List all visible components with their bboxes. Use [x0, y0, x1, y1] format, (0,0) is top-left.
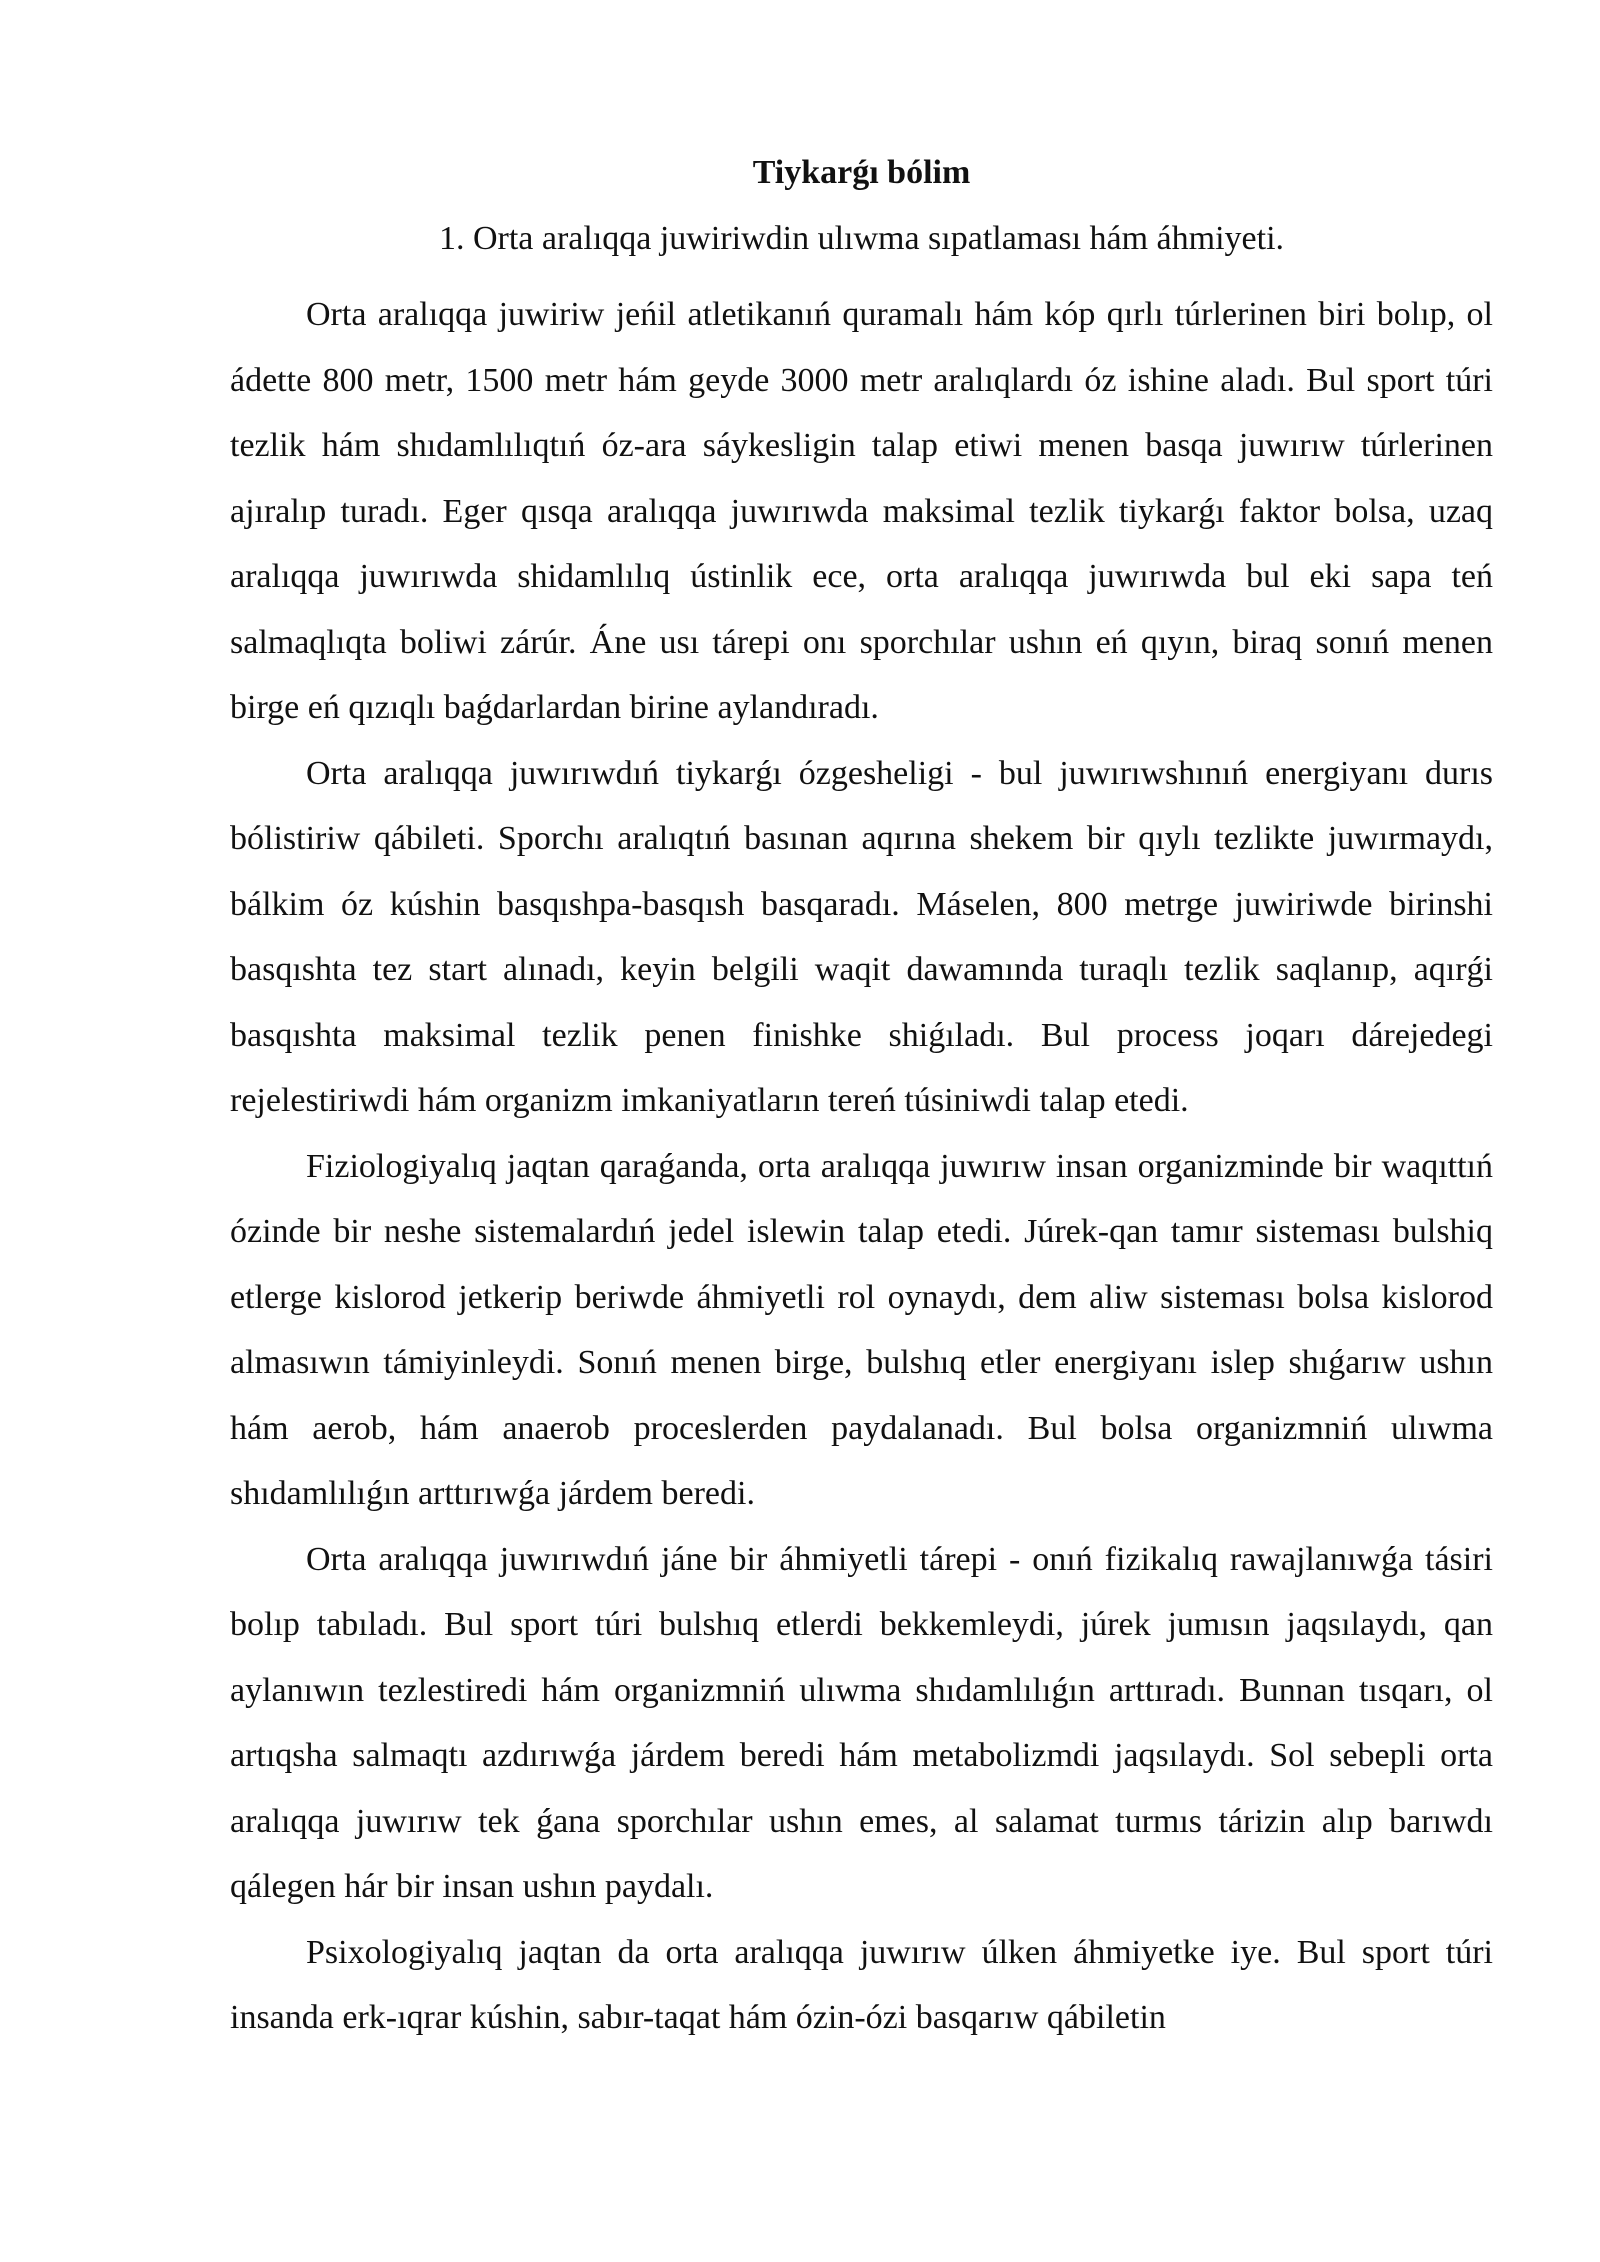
page-content	[230, 150, 1493, 2051]
section-subtitle: 1. Orta aralıqqa juwiriwdin ulıwma sıpatlaması hám áhmiyeti.	[438, 220, 1285, 257]
paragraph: Orta aralıqqa juwiriw jeńil atletikanıń quramalı hám kóp qırlı túrlerinen biri bolıp, ol ádette 800 metr, 1500 metr hám geyde 3000 metr aralıqlardı óz ishine aladı. Bul sport túri tezlik hám shıdamlılıqtıń óz-ara sáykesligin talap etiwi menen basqa juwırıw túrlerinen ajıralıp turadı. Eger qısqa aralıqqa juwırıwda maksimal tezlik tiykarǵı faktor bolsa, uzaq aralıqqa juwırıwda shidamlılıq ústinlik ece, orta aralıqqa juwırıwda bul eki sapa teń salmaqlıqta boliwi zárúr. Áne usı tárepi onı sporchılar ushın eń qıyın, biraq sonıń menen birge eń qızıqlı baǵdarlardan birine aylandıradı.	[230, 296, 1493, 726]
paragraph: Fiziologiyalıq jaqtan qaraǵanda, orta aralıqqa juwırıw insan organizminde bir waqıttıń ózinde bir neshe sistemalardıń jedel islewin talap etedi. Júrek-qan tamır sisteması bulshiq etlerge kislorod jetkerip beriwde áhmiyetli rol oynaydı, dem aliw sisteması bolsa kislorod almasıwın támiyinleydi. Sonıń menen birge, bulshıq etler energiyanı islep shıǵarıw ushın hám aerob, hám anaerob proceslerden paydalanadı. Bul bolsa organizmniń ulıwma shıdamlılıǵın arttırıwǵa járdem beredi.	[230, 1147, 1493, 1512]
section-title: Tiykarǵı bólim	[752, 154, 971, 191]
paragraph: Psixologiyalıq jaqtan da orta aralıqqa juwırıw úlken áhmiyetke iye. Bul sport túri insanda erk-ıqrar kúshin, sabır-taqat hám ózin-ózi basqarıw qábiletin	[230, 1933, 1493, 2036]
paragraph: Orta aralıqqa juwırıwdıń jáne bir áhmiyetli tárepi - onıń fizikalıq rawajlanıwǵa tásiri bolıp tabıladı. Bul sport túri bulshıq etlerdi bekkemleydi, júrek jumısın jaqsılaydı, qan aylanıwın tezlestiredi hám organizmniń ulıwma shıdamlılıǵın arttıradı. Bunnan tısqarı, ol artıqsha salmaqtı azdırıwǵa járdem beredi hám metabolizmdi jaqsılaydı. Sol sebepli orta aralıqqa juwırıw tek ǵana sporchılar ushın emes, al salamat turmıs tárizin alıp barıwdı qálegen hár bir insan ushın paydalı.	[230, 1540, 1493, 1905]
paragraph: Orta aralıqqa juwırıwdıń tiykarǵı ózgesheligi - bul juwırıwshınıń energiyanı durıs bólistiriw qábileti. Sporchı aralıqtıń basınan aqırına shekem bir qıylı tezlikte juwırmaydı, bálkim óz kúshin basqıshpa-basqısh basqaradı. Máselen, 800 metrge juwiriwde birinshi basqıshta tez start alınadı, keyin belgili waqit dawamında turaqlı tezlik saqlanıp, aqırǵi basqıshta maksimal tezlik penen finishke shiǵıladı. Bul process joqarı dárejedegi rejelestiriwdi hám organizm imkaniyatların tereń túsiniwdi talap etedi.	[230, 754, 1493, 1119]
